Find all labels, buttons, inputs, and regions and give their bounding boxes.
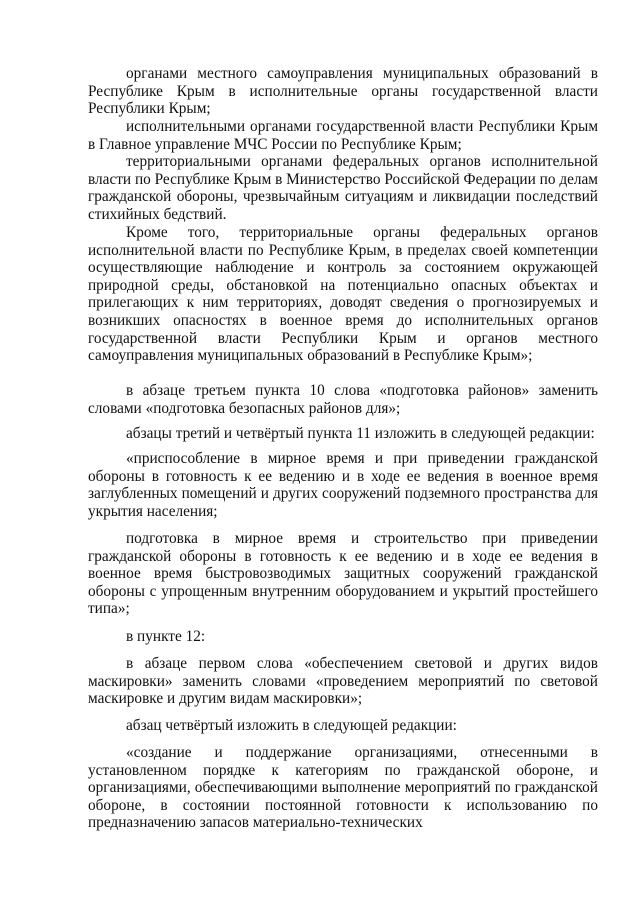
paragraph-local-authorities: органами местного самоуправления муниципальных образований в Республике Крым в исполнительные органы государственной власти Республики Крым;: [88, 65, 598, 118]
paragraph-adaptation: «приспособление в мирное время и при приведении гражданской обороны в готовность к ее ведению и в ходе ее ведения в военное время заглубленных помещений и других сооружений подземного пространства для укрытия населения;: [88, 450, 598, 520]
paragraph-fourth-abzac-intro: абзац четвёртый изложить в следующей редакции:: [126, 717, 457, 734]
paragraph-camouflage: в абзаце первом слова «обеспечением световой и других видов маскировки» заменить словами «проведением мероприятий по световой маскировке и другим видам маскировки»;: [88, 655, 598, 708]
paragraph-point-11-intro: абзацы третий и четвёртый пункта 11 изложить в следующей редакции:: [126, 425, 595, 442]
paragraph-territorial-bodies: территориальными органами федеральных органов исполнительной власти по Республике Крым в Министерство Российской Федерации по делам гражданской обороны, чрезвычайным ситуациям и ликвидации последствий стихийных бедствий.: [88, 153, 598, 223]
paragraph-point-12: в пункте 12:: [126, 628, 206, 645]
paragraph-construction: подготовка в мирное время и строительство при приведении гражданской обороны в готовность к ее ведению и в ходе ее ведения в военное время быстровозводимых защитных сооружений гражданской обороны с упрощенным внутренним оборудованием и укрытий простейшего типа»;: [88, 530, 598, 618]
paragraph-besides: Кроме того, территориальные органы федеральных органов исполнительной власти по Республике Крым, в пределах своей компетенции осуществляющие наблюдение и контроль за состоянием окружающей природной среды, обстановкой на потенциально опасных объектах и прилегающих к ним территориях, доводят сведения о прогнозируемых и возникших опасностях в военное время до исполнительных органов государственной власти Республики Крым и органов местного самоуправления муниципальных образований в Республике Крым»;: [88, 224, 598, 365]
paragraph-creation-reserves: «создание и поддержание организациями, отнесенными в установленном порядке к категориям по гражданской обороне, и организациями, обеспечивающими выполнение мероприятий по гражданской обороне, в состоянии постоянной готовности к использованию по предназначению запасов материально-технических: [88, 744, 598, 832]
paragraph-executive-authorities: исполнительными органами государственной власти Республики Крым в Главное управление МЧС России по Республике Крым;: [88, 118, 598, 153]
paragraph-point-10: в абзаце третьем пункта 10 слова «подготовка районов» заменить словами «подготовка безопасных районов для»;: [88, 382, 598, 417]
